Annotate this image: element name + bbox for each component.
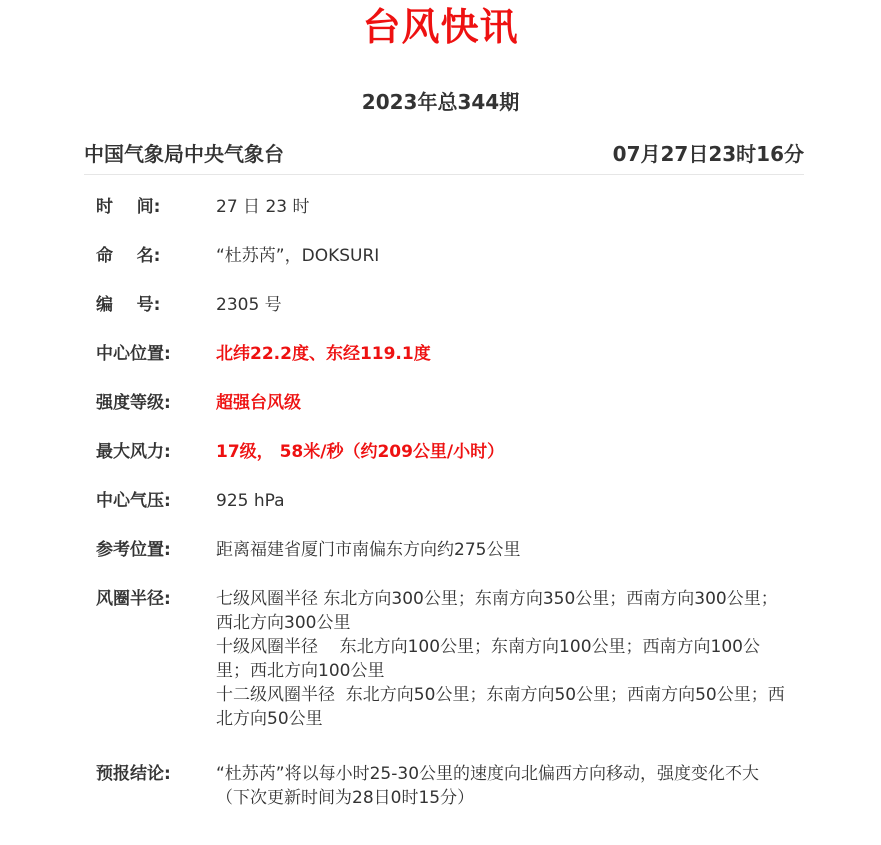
field-label-number: 编 号:: [96, 295, 161, 315]
field-label-time: 时 间:: [96, 197, 161, 217]
page-title: 台风快讯: [362, 5, 519, 49]
field-value-time: 27 日 23 时: [216, 197, 310, 217]
field-label-forecast: 预报结论:: [96, 764, 171, 784]
issue-number: 2023年总344期: [361, 90, 520, 114]
field-label-reference-position: 参考位置:: [96, 540, 171, 560]
field-value-wind-radius: [216, 587, 788, 731]
field-value-max-wind: 17级， 58米/秒（约209公里/小时）: [216, 442, 505, 462]
forecast-conclusion: “杜苏芮”将以每小时25-30公里的速度向北偏西方向移动，强度变化不大: [216, 764, 760, 784]
issued-time: 07月27日23时16分: [612, 142, 804, 166]
field-label-name: 命 名:: [96, 246, 161, 266]
field-label-wind-radius: 风圈半径:: [96, 589, 171, 609]
field-label-center-position: 中心位置:: [96, 344, 171, 364]
field-label-center-pressure: 中心气压:: [96, 491, 171, 511]
field-value-forecast: [216, 762, 788, 810]
wind-radius-line-7: 七级风圈半径 东北方向300公里；东南方向350公里；西南方向300公里；西北方向300公里: [216, 589, 778, 633]
field-label-intensity: 强度等级:: [96, 393, 171, 413]
next-update-note: （下次更新时间为28日0时15分）: [216, 788, 475, 808]
field-value-reference-position: 距离福建省厦门市南偏东方向约275公里: [216, 540, 521, 560]
field-value-number: 2305 号: [216, 295, 282, 315]
bulletin-header: [84, 140, 804, 175]
field-value-center-pressure: 925 hPa: [216, 491, 285, 511]
field-value-center-position: 北纬22.2度、东经119.1度: [216, 344, 431, 364]
agency-name: 中国气象局中央气象台: [84, 142, 284, 166]
field-value-name: “杜苏芮”，DOKSURI: [216, 246, 380, 266]
wind-radius-line-12: 十二级风圈半径 东北方向50公里；东南方向50公里；西南方向50公里；西北方向50公里: [216, 685, 785, 729]
field-value-intensity: 超强台风级: [216, 393, 301, 413]
field-label-max-wind: 最大风力:: [96, 442, 171, 462]
wind-radius-line-10: 十级风圈半径 东北方向100公里；东南方向100公里；西南方向100公里；西北方向100公里: [216, 637, 760, 681]
